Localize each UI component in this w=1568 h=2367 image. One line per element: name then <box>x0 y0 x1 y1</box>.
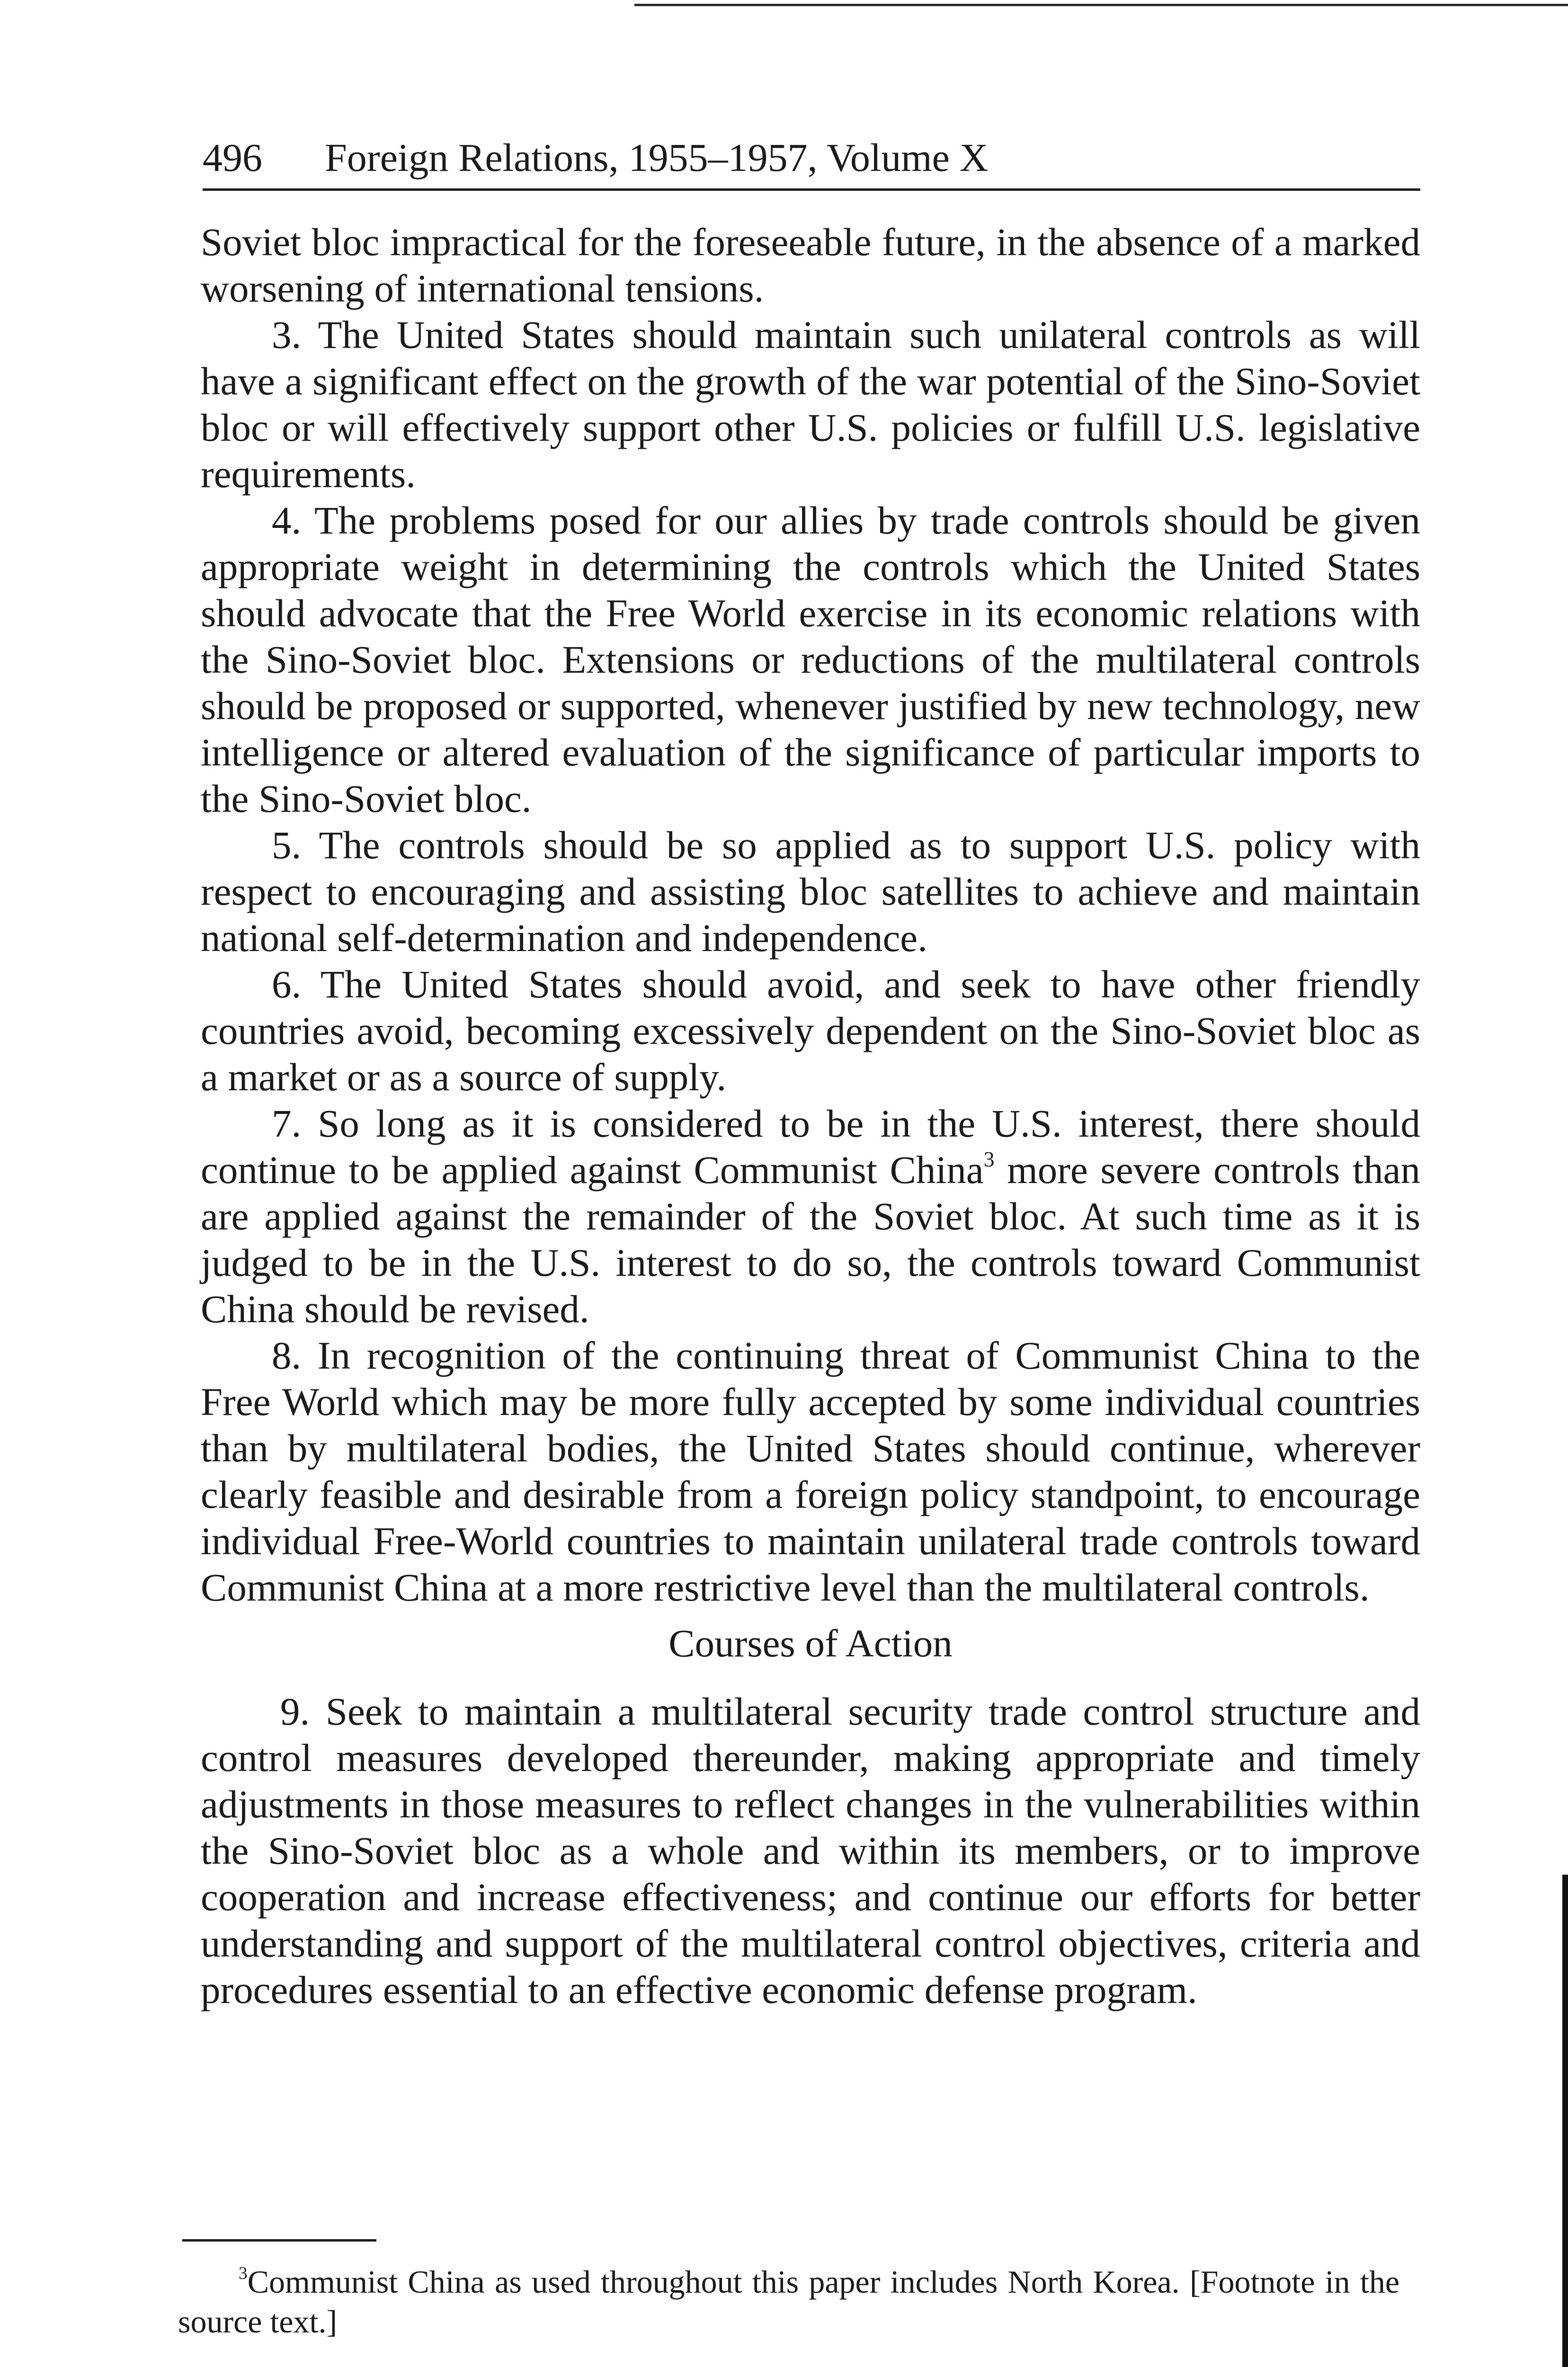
paragraph-7-text-b: more severe controls than are applied against the remainder of the Soviet bloc. At such time as it is judged to be in the U.S. interest to do so, the controls toward Communist China should be revised. <box>201 1148 1421 1331</box>
paragraph-5: 5. The controls should be so applied as to support U.S. policy with respect to encouraging and assisting bloc satellites to achieve and maintain national self-determination and independence. <box>201 823 1420 960</box>
scan-right-edge <box>1562 1875 1568 2367</box>
running-title: Foreign Relations, 1955–1957, Volume X <box>325 136 989 180</box>
footnote-text: Communist China as used throughout this paper includes North Korea. [Footnote in the source text.] <box>178 2264 1399 2340</box>
page-number: 496 <box>203 136 262 180</box>
paragraph-6: 6. The United States should avoid, and seek to have other friendly countries avoid, becoming excessively dependent on the Sino-Soviet bloc as a market or as a source of supply. <box>201 962 1420 1099</box>
footnote-rule <box>182 2239 376 2242</box>
scan-top-edge <box>634 4 1568 6</box>
paragraph-4: 4. The problems posed for our allies by trade controls should be given appropriate weight in determining the controls which the United States should advocate that the Free World exercise in its economic relations with the Sino-Soviet bloc. Extensions or reductions of the multilateral controls should be proposed or supported, whenever justified by new technology, new intelligence or altered evaluation of the significance of particular imports to the Sino-Soviet bloc. <box>201 498 1420 820</box>
footnote-marker: 3 <box>239 2263 248 2283</box>
footnote <box>178 2262 1399 2341</box>
paragraph-8: 8. In recognition of the continuing threat of Communist China to the Free World which may be more fully accepted by some individual countries than by multilateral bodies, the United States should continue, wherever clearly feasible and desirable from a foreign policy standpoint, to encourage individual Free-World countries to maintain unilateral trade controls toward Communist China at a more restrictive level than the multilateral controls. <box>201 1334 1420 1609</box>
paragraph-9: 9. Seek to maintain a multilateral security trade control structure and control measures developed thereunder, making appropriate and timely adjustments in those measures to reflect changes in the vulnerabilities within the Sino-Soviet bloc as a whole and within its members, or to improve cooperation and increase effectiveness; and continue our efforts for better understanding and support of the multilateral control objectives, criteria and procedures essential to an effective economic defense program. <box>201 1690 1420 2011</box>
paragraph-7 <box>201 1100 1420 1332</box>
paragraph-7-text-a: 7. So long as it is considered to be in the U.S. interest, there should continue to be applied against Communist China <box>201 1102 1420 1192</box>
section-heading: Courses of Action <box>668 1621 953 1665</box>
body-text <box>201 219 1420 2013</box>
paragraph-continued: Soviet bloc impractical for the foreseeable future, in the absence of a marked worsening of international tensions. <box>201 220 1420 310</box>
footnote-reference-3: 3 <box>983 1147 995 1171</box>
running-header <box>203 127 1420 191</box>
paragraph-3: 3. The United States should maintain such unilateral controls as will have a significant effect on the growth of the war potential of the Sino-Soviet bloc or will effectively support other U.S. policies or fulfill U.S. legislative requirements. <box>201 313 1420 496</box>
